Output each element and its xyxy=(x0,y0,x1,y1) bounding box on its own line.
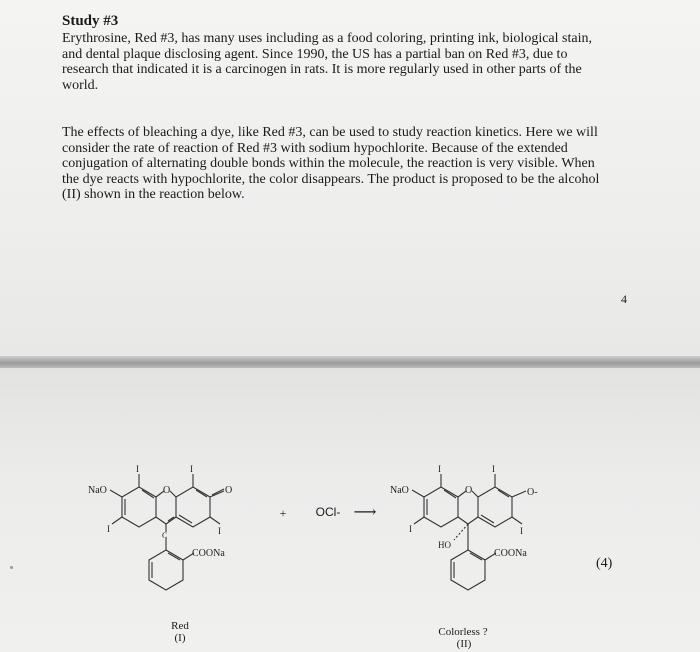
text-line: Erythrosine, Red #3, has many uses including as a food coloring, printing ink, biological stain, xyxy=(62,31,592,46)
oxide-label: O- xyxy=(527,487,538,498)
iodine-label: I xyxy=(218,526,221,536)
ring-oxygen-label: O xyxy=(163,485,171,496)
study-title: Study #3 xyxy=(62,13,119,29)
product-structure xyxy=(386,462,566,592)
text-line: (II) shown in the reaction below. xyxy=(62,187,245,202)
ring-oxygen-label: O xyxy=(465,485,473,496)
page-number: 4 xyxy=(621,292,627,306)
keto-oxygen-label: O xyxy=(225,485,233,496)
product-name: Colorless ? xyxy=(438,626,488,638)
hydroxyl-label: HO xyxy=(438,540,451,550)
intro-paragraph xyxy=(62,31,642,93)
iodine-label: I xyxy=(520,526,523,536)
reaction-arrow: ⟶ xyxy=(353,504,377,521)
text-line: conjugation of alternating double bonds within the molecule, the reaction is very visible. When xyxy=(62,156,595,171)
nao-label: NaO xyxy=(88,485,107,496)
iodine-label: I xyxy=(136,464,139,474)
carbon-label: C xyxy=(162,531,168,540)
text-line: research that indicated it is a carcinogen in rats. It is more regularly used in other parts of the xyxy=(62,62,582,77)
equation-number: (4) xyxy=(596,556,613,571)
iodine-label: I xyxy=(409,524,412,534)
text-line: The effects of bleaching a dye, like Red #3, can be used to study reaction kinetics. Here we will xyxy=(62,125,598,140)
text-line: and dental plaque disclosing agent. Since 1990, the US has a partial ban on Red #3, due to xyxy=(62,46,568,62)
speck xyxy=(10,566,13,569)
text-line: the dye reacts with hypochlorite, the color disappears. The product is proposed to be the alcohol xyxy=(62,171,600,187)
reactant-name: Red xyxy=(171,620,189,632)
coona-label: COONa xyxy=(192,548,225,559)
iodine-label: I xyxy=(438,464,441,474)
coona-label: COONa xyxy=(494,548,527,559)
plus-sign: + xyxy=(279,506,287,520)
reactant-roman: (I) xyxy=(174,632,186,644)
kinetics-paragraph xyxy=(62,125,642,203)
reagent-label: OCl- xyxy=(315,505,341,519)
text-line: consider the rate of reaction of Red #3 with sodium hypochlorite. Because of the extended xyxy=(62,140,568,156)
product-roman: (II) xyxy=(456,638,472,650)
iodine-label: I xyxy=(190,464,193,474)
nao-label: NaO xyxy=(390,485,409,496)
iodine-label: I xyxy=(492,464,495,474)
text-line: world. xyxy=(62,77,99,93)
reactant-structure xyxy=(84,462,254,592)
iodine-label: I xyxy=(107,524,110,534)
